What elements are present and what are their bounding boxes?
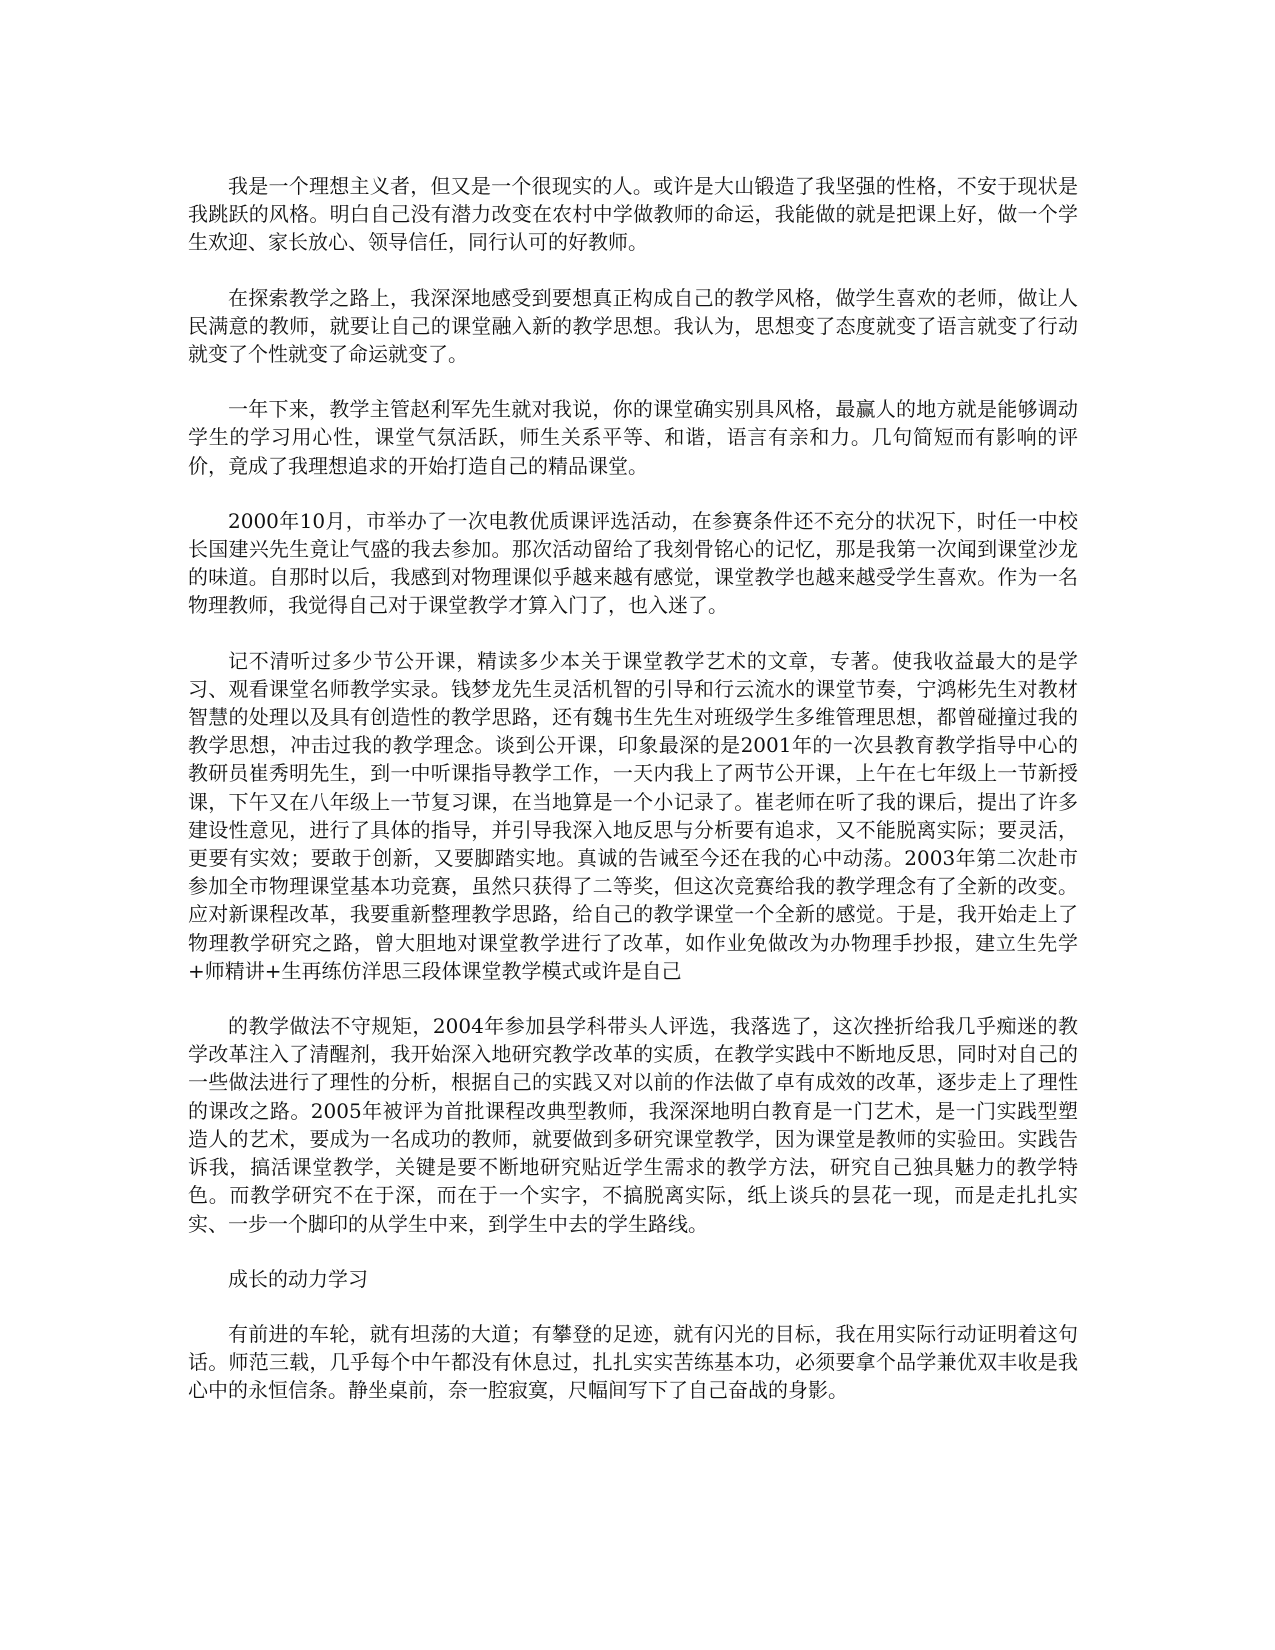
paragraph-4: 2000年10月，市举办了一次电教优质课评选活动，在参赛条件还不充分的状况下，时任一中校长国建兴先生竟让气盛的我去参加。那次活动留给了我刻骨铭心的记忆，那是我第一次闻到课堂沙龙的味道。自那时以后，我感到对物理课似乎越来越有感觉，课堂教学也越来越受学生喜欢。作为一名物理教师，我觉得自己对于课堂教学才算入门了，也入迷了。 xyxy=(188,508,1078,618)
document-body xyxy=(188,172,1078,1432)
paragraph-2: 在探索教学之路上，我深深地感受到要想真正构成自己的教学风格，做学生喜欢的老师，做让人民满意的教师，就要让自己的课堂融入新的教学思想。我认为，思想变了态度就变了语言就变了行动就变了个性就变了命运就变了。 xyxy=(188,285,1078,367)
paragraph-1: 我是一个理想主义者，但又是一个很现实的人。或许是大山锻造了我坚强的性格，不安于现状是我跳跃的风格。明白自己没有潜力改变在农村中学做教师的命运，我能做的就是把课上好，做一个学生欢迎、家长放心、领导信任，同行认可的好教师。 xyxy=(188,174,1078,255)
section-heading: 成长的动力学习 xyxy=(228,1266,368,1291)
paragraph-5: 记不清听过多少节公开课，精读多少本关于课堂教学艺术的文章，专著。使我收益最大的是学习、观看课堂名师教学实录。钱梦龙先生灵活机智的引导和行云流水的课堂节奏，宁鸿彬先生对教材智慧的处理以及具有创造性的教学思路，还有魏书生先生对班级学生多维管理思想，都曾碰撞过我的教学思想，冲击过我的教学理念。谈到公开课，印象最深的是2001年的一次县教育教学指导中心的教研员崔秀明先生，到一中听课指导教学工作，一天内我上了两节公开课，上午在七年级上一节新授课，下午又在八年级上一节复习课，在当地算是一个小记录了。崔老师在听了我的课后，提出了许多建设性意见，进行了具体的指导，并引导我深入地反思与分析要有追求，又不能脱离实际；要灵活，更要有实效；要敢于创新，又要脚踏实地。真诚的告诫至今还在我的心中动荡。2003年第二次赴市参加全市物理课堂基本功竞赛，虽然只获得了二等奖，但这次竞赛给我的教学理念有了全新的改变。应对新课程改革，我要重新整理教学思路，给自己的教学课堂一个全新的感觉。于是，我开始走上了物理教学研究之路，曾大胆地对课堂教学进行了改革，如作业免做改为办物理手抄报，建立生先学+师精讲+生再练仿洋思三段体课堂教学模式或许是自己 xyxy=(188,648,1078,983)
paragraph-6: 的教学做法不守规矩，2004年参加县学科带头人评选，我落选了，这次挫折给我几乎痴迷的教学改革注入了清醒剂，我开始深入地研究教学改革的实质，在教学实践中不断地反思，同时对自己的一些做法进行了理性的分析，根据自己的实践又对以前的作法做了卓有成效的改革，逐步走上了理性的课改之路。2005年被评为首批课程改典型教师，我深深地明白教育是一门艺术，是一门实践型塑造人的艺术，要成为一名成功的教师，就要做到多研究课堂教学，因为课堂是教师的实验田。实践告诉我，搞活课堂教学，关键是要不断地研究贴近学生需求的教学方法，研究自己独具魅力的教学特色。而教学研究不在于深，而在于一个实字，不搞脱离实际，纸上谈兵的昙花一现，而是走扎扎实实、一步一个脚印的从学生中来，到学生中去的学生路线。 xyxy=(188,1014,1078,1236)
paragraph-7: 有前进的车轮，就有坦荡的大道；有攀登的足迹，就有闪光的目标，我在用实际行动证明着这句话。师范三载，几乎每个中午都没有休息过，扎扎实实苦练基本功，必须要拿个品学兼优双丰收是我心中的永恒信条。静坐桌前，奈一腔寂寞，尺幅间写下了自己奋战的身影。 xyxy=(188,1321,1078,1403)
paragraph-3: 一年下来，教学主管赵利军先生就对我说，你的课堂确实别具风格，最赢人的地方就是能够调动学生的学习用心性，课堂气氛活跃，师生关系平等、和谐，语言有亲和力。几句简短而有影响的评价，竟成了我理想追求的开始打造自己的精品课堂。 xyxy=(188,397,1078,478)
